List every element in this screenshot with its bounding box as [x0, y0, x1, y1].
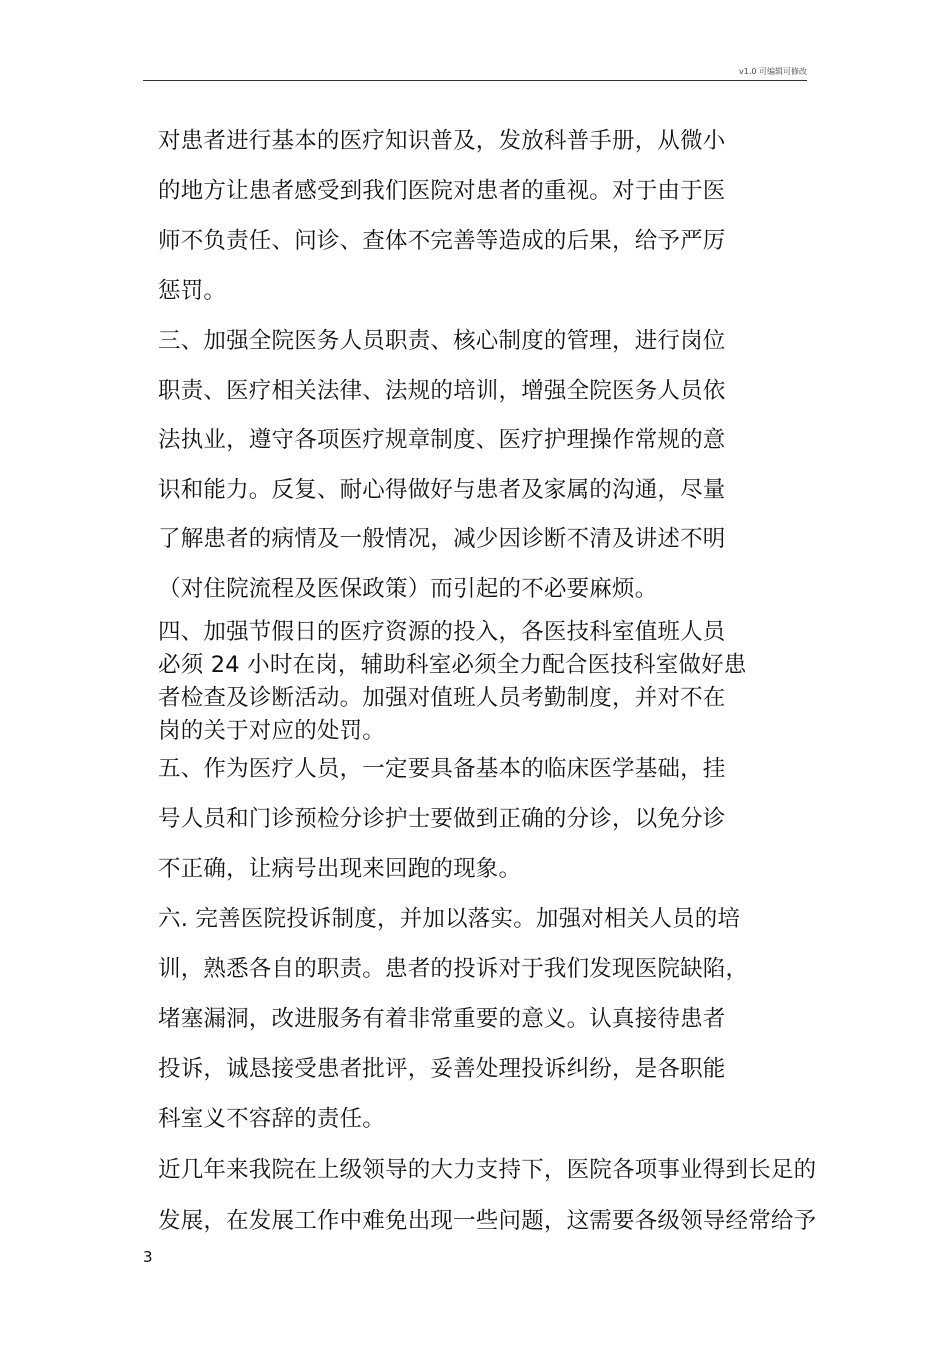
body-line: 了解患者的病情及一般情况，减少因诊断不清及讲述不明: [158, 526, 726, 552]
body-line: 对患者进行基本的医疗知识普及，发放科普手册，从微小: [158, 128, 726, 154]
body-line: 惩罚。: [158, 278, 227, 304]
body-line: 职责、医疗相关法律、法规的培训，增强全院医务人员依: [158, 378, 726, 404]
body-line: 识和能力。反复、耐心得做好与患者及家属的沟通，尽量: [158, 477, 726, 503]
body-line: 的地方让患者感受到我们医院对患者的重视。对于由于医: [158, 178, 726, 204]
body-line: 岗的关于对应的处罚。: [158, 718, 386, 744]
body-line: 号人员和门诊预检分诊护士要做到正确的分诊，以免分诊: [158, 806, 726, 832]
body-line: 训，熟悉各自的职责。患者的投诉对于我们发现医院缺陷，: [158, 956, 749, 982]
header-version-note: v1.0 可编辑可修改: [739, 67, 807, 76]
body-line: 发展，在发展工作中难免出现一些问题，这需要各级领导经常给予: [158, 1208, 817, 1234]
body-line: 五、作为医疗人员，一定要具备基本的临床医学基础，挂: [158, 756, 726, 782]
body-line: 投诉，诚恳接受患者批评，妥善处理投诉纠纷，是各职能: [158, 1056, 726, 1082]
body-line: 不正确，让病号出现来回跑的现象。: [158, 856, 522, 882]
body-line: 科室义不容辞的责任。: [158, 1106, 386, 1132]
body-line: 四、加强节假日的医疗资源的投入，各医技科室值班人员: [158, 619, 726, 645]
body-line: 六. 完善医院投诉制度，并加以落实。加强对相关人员的培: [158, 906, 741, 932]
body-line: 堵塞漏洞，改进服务有着非常重要的意义。认真接待患者: [158, 1006, 726, 1032]
body-line: 必须 24 小时在岗，辅助科室必须全力配合医技科室做好患: [158, 652, 747, 678]
body-line: 近几年来我院在上级领导的大力支持下，医院各项事业得到长足的: [158, 1157, 817, 1183]
body-line: 三、加强全院医务人员职责、核心制度的管理，进行岗位: [158, 328, 726, 354]
page-number: 3: [143, 1248, 153, 1266]
body-line: （对住院流程及医保政策）而引起的不必要麻烦。: [158, 576, 658, 602]
body-line: 法执业，遵守各项医疗规章制度、医疗护理操作常规的意: [158, 427, 726, 453]
header-divider: [143, 80, 807, 81]
body-line: 者检查及诊断活动。加强对值班人员考勤制度，并对不在: [158, 685, 726, 711]
body-line: 师不负责任、问诊、查体不完善等造成的后果，给予严厉: [158, 228, 726, 254]
